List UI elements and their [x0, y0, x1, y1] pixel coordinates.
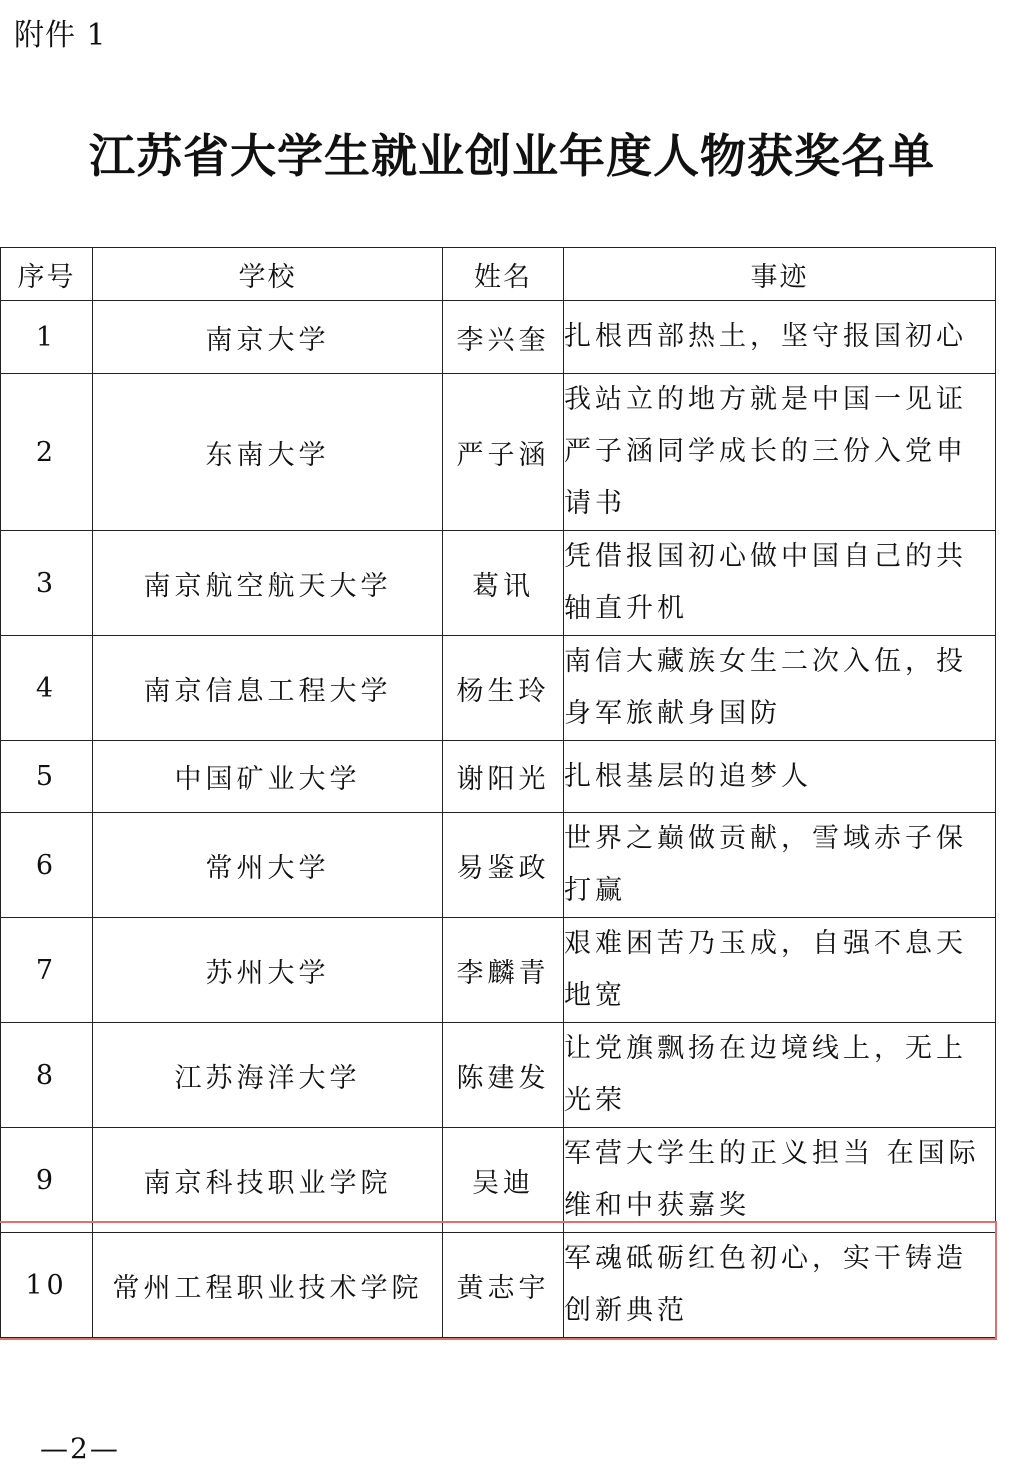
row-number: 6	[1, 813, 93, 918]
row-number: 5	[1, 741, 93, 813]
deeds-cell: 让党旗飘扬在边境线上，无上光荣	[564, 1023, 996, 1128]
name-cell: 陈建发	[443, 1023, 564, 1128]
table-row	[1, 918, 996, 1023]
name-cell: 黄志宇	[443, 1233, 564, 1338]
row-number: 4	[1, 636, 93, 741]
row-number: 7	[1, 918, 93, 1023]
table-header-row	[1, 248, 996, 301]
table-row	[1, 1128, 996, 1233]
school-cell: 南京信息工程大学	[93, 636, 443, 741]
table-row	[1, 741, 996, 813]
deeds-cell: 凭借报国初心做中国自己的共轴直升机	[564, 531, 996, 636]
page-title: 江苏省大学生就业创业年度人物获奖名单	[89, 129, 935, 183]
deeds-cell: 我站立的地方就是中国一见证严子涵同学成长的三份入党申请书	[564, 374, 996, 531]
row-number: 9	[1, 1128, 93, 1233]
name-cell: 易鉴政	[443, 813, 564, 918]
name-cell: 谢阳光	[443, 741, 564, 813]
table-row	[1, 1233, 996, 1338]
row-number: 3	[1, 531, 93, 636]
column-header-name: 姓名	[443, 248, 564, 301]
deeds-cell: 军魂砥砺红色初心，实干铸造创新典范	[564, 1233, 996, 1338]
deeds-cell: 艰难困苦乃玉成，自强不息天地宽	[564, 918, 996, 1023]
column-header-deeds: 事迹	[564, 248, 996, 301]
school-cell: 东南大学	[93, 374, 443, 531]
school-cell: 南京大学	[93, 301, 443, 374]
name-cell: 杨生玲	[443, 636, 564, 741]
awards-table	[0, 247, 996, 1338]
school-cell: 南京科技职业学院	[93, 1128, 443, 1233]
table-row	[1, 636, 996, 741]
school-cell: 常州大学	[93, 813, 443, 918]
attachment-label: 附件 1	[14, 18, 107, 53]
table-row	[1, 374, 996, 531]
school-cell: 苏州大学	[93, 918, 443, 1023]
table-row	[1, 1023, 996, 1128]
deeds-cell: 世界之巅做贡献，雪域赤子保打赢	[564, 813, 996, 918]
column-header-number: 序号	[1, 248, 93, 301]
school-cell: 中国矿业大学	[93, 741, 443, 813]
deeds-cell: 扎根基层的追梦人	[564, 741, 996, 813]
name-cell: 严子涵	[443, 374, 564, 531]
row-number: 8	[1, 1023, 93, 1128]
name-cell: 吴迪	[443, 1128, 564, 1233]
table-row	[1, 813, 996, 918]
table-row	[1, 531, 996, 636]
school-cell: 常州工程职业技术学院	[93, 1233, 443, 1338]
page-number: —2—	[40, 1432, 120, 1465]
name-cell: 李麟青	[443, 918, 564, 1023]
deeds-cell: 军营大学生的正义担当 在国际维和中获嘉奖	[564, 1128, 996, 1233]
row-number: 10	[1, 1233, 93, 1338]
table-row	[1, 301, 996, 374]
deeds-cell: 南信大藏族女生二次入伍，投身军旅献身国防	[564, 636, 996, 741]
row-number: 2	[1, 374, 93, 531]
row-number: 1	[1, 301, 93, 374]
school-cell: 江苏海洋大学	[93, 1023, 443, 1128]
name-cell: 葛讯	[443, 531, 564, 636]
column-header-school: 学校	[93, 248, 443, 301]
school-cell: 南京航空航天大学	[93, 531, 443, 636]
deeds-cell: 扎根西部热土，坚守报国初心	[564, 301, 996, 374]
name-cell: 李兴奎	[443, 301, 564, 374]
